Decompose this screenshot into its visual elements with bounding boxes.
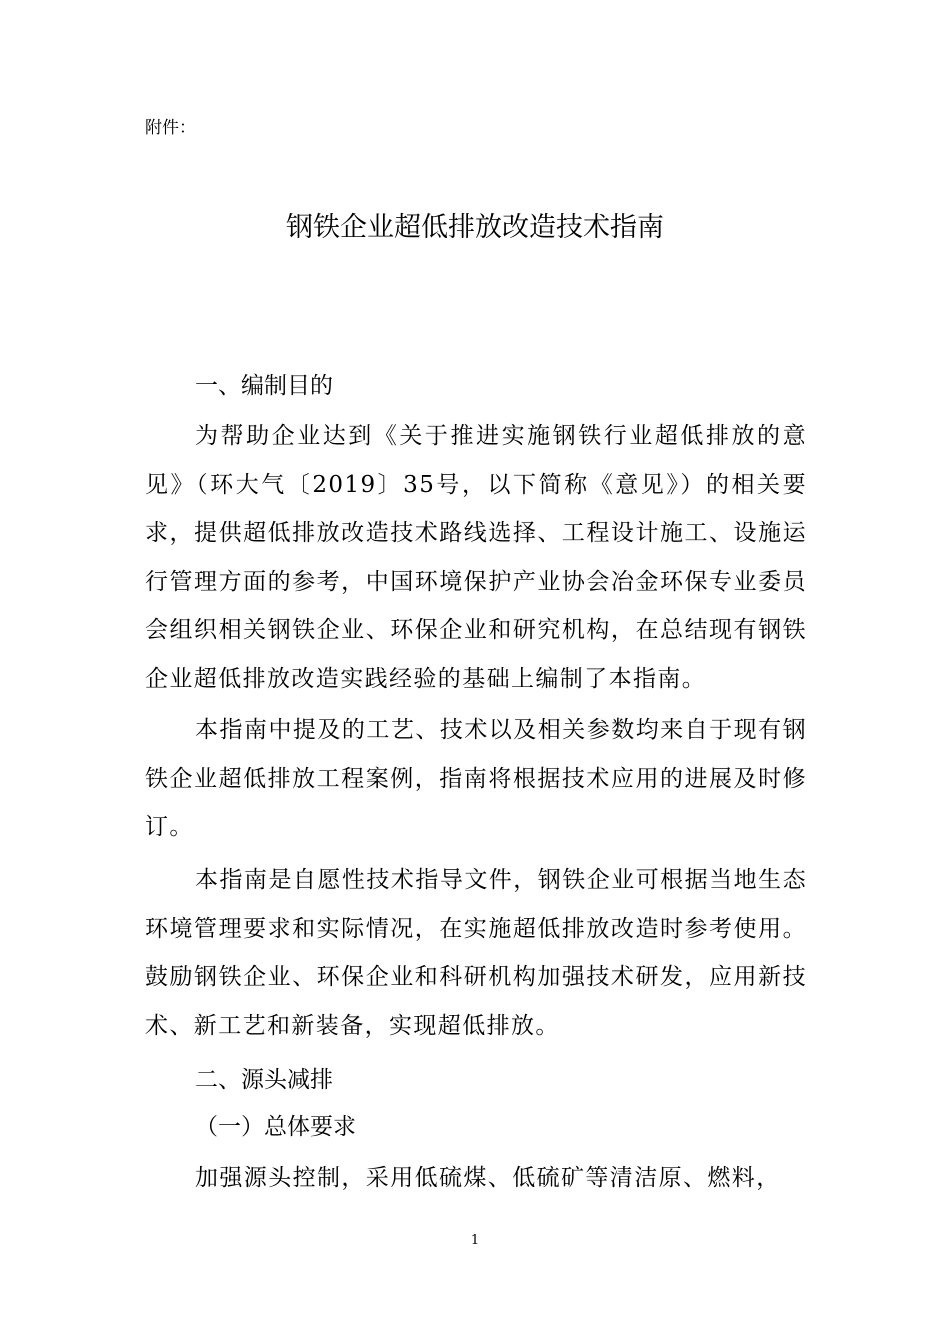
- paragraph-source-reduction-1: 加强源头控制，采用低硫煤、低硫矿等清洁原、燃料，: [195, 1165, 781, 1191]
- document-title: 钢铁企业超低排放改造技术指南: [286, 212, 664, 243]
- attachment-label: 附件：: [145, 118, 196, 138]
- paragraph-purpose-1: 为帮助企业达到《关于推进实施钢铁行业超低排放的意见》（环大气〔2019〕35号，以下简称《意见》）的相关要求，提供超低排放改造技术路线选择、工程设计施工、设施运行管理方面的参考，中国环境保护产业协会冶金环保专业委员会组织相关钢铁企业、环保企业和研究机构，在总结现有钢铁企业超低排放改造实践经验的基础上编制了本指南。: [145, 423, 807, 692]
- subsection-heading-general-requirements: （一）总体要求: [195, 1114, 356, 1140]
- paragraph-purpose-3: 本指南是自愿性技术指导文件，钢铁企业可根据当地生态环境管理要求和实际情况，在实施超低排放改造时参考使用。鼓励钢铁企业、环保企业和科研机构加强技术研发，应用新技术、新工艺和新装备，实现超低排放。: [145, 867, 807, 1039]
- section-heading-purpose: 一、编制目的: [195, 373, 333, 399]
- paragraph-purpose-2: 本指南中提及的工艺、技术以及相关参数均来自于现有钢铁企业超低排放工程案例，指南将根据技术应用的进展及时修订。: [145, 717, 807, 841]
- section-heading-source-reduction: 二、源头减排: [195, 1067, 333, 1093]
- page-number: 1: [470, 1233, 480, 1248]
